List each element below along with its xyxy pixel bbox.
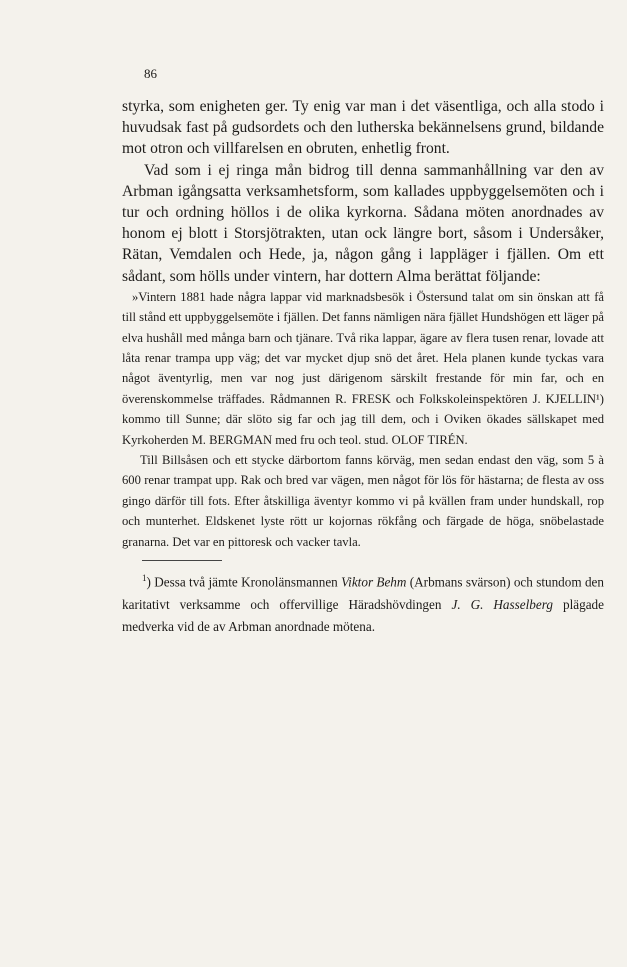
paragraph-1: styrka, som enigheten ger. Ty enig var man i det väsentliga, och alla stodo i huvudsak fast på gudsordets och den lutherska bekännelsens grund, bildande mot otron och villfarelsen en obruten, enhetlig front. xyxy=(122,98,604,158)
footnote-text-1: ) Dessa två jämte Kronolänsmannen xyxy=(146,574,342,590)
quote-paragraph-1: »Vintern 1881 hade några lappar vid marknadsbesök i Östersund talat om sin önskan att få till stånd ett uppbyggelsemöte i fjällen. Det fanns nämligen nära fjället Hundshögen ett läger på elva hushåll med många barn och tjänare. Två rika lappar, ägare av flera tusen renar, lovade att låta renar trampa upp väg; det var mycket djup snö det året. Hela planen kunde tyckas vara något äventyrlig, men var nog just därigenom särskilt frestande för min far, och en överenskommelse träffades. Rådmannen R. FRESK och Folkskoleinspektören J. KJELLIN¹) kommo till Sunne; där slöto sig far och jag till dem, och i Oviken ökades sällskapet med Kyrkoherden M. BERGMAN med fru och teol. stud. OLOF TIRÉN. xyxy=(122,289,604,447)
footnote-name-hasselberg: J. G. Hasselberg xyxy=(451,596,553,612)
paragraph-2: Vad som i ej ringa mån bidrog till denna sammanhållning var den av Arbman igångsatta verksamhetsform, som kallades uppbyggelsemöten och i tur och ordning höllos i de olika kyrkorna. Sådana möten anordnades av honom ej blott i Storsjötrakten, utan ock längre bort, såsom i Undersåker, Rätan, Vemdalen och Hede, ja, någon gång i lappläger i fjällen. Om ett sådant, som hölls under vintern, har dottern Alma berättat följande: xyxy=(122,161,604,285)
footnote-text-3: plägade medverka vid de av Arbman anordnade mötena. xyxy=(122,596,604,634)
footnote-rule xyxy=(142,560,222,561)
footnote-marker: 1 xyxy=(142,573,147,584)
text-column xyxy=(122,96,604,638)
footnote xyxy=(122,567,604,637)
footnote-text-2: (Arbmans svärson) och stundom den karitativt verksamme och offervillige Häradshövdingen xyxy=(122,574,604,612)
page-number: 86 xyxy=(144,66,157,81)
footnote-name-behm: Viktor Behm xyxy=(341,574,407,590)
quote-paragraph-2: Till Billsåsen och ett stycke därbortom fanns körväg, men sedan endast den väg, som 5 à 600 renar trampat upp. Rak och bred var vägen, men något för lös för hästarna; de flesta av oss gingo därför till fots. Efter åtskilliga äventyr kommo vi på kvällen fram under hundskall, rop och munterhet. Eldskenet lyste rött ur kojornas rökfång och färgade de höga, snöbelastade granarna. Det var en pittoresk och vacker tavla. xyxy=(122,453,604,549)
